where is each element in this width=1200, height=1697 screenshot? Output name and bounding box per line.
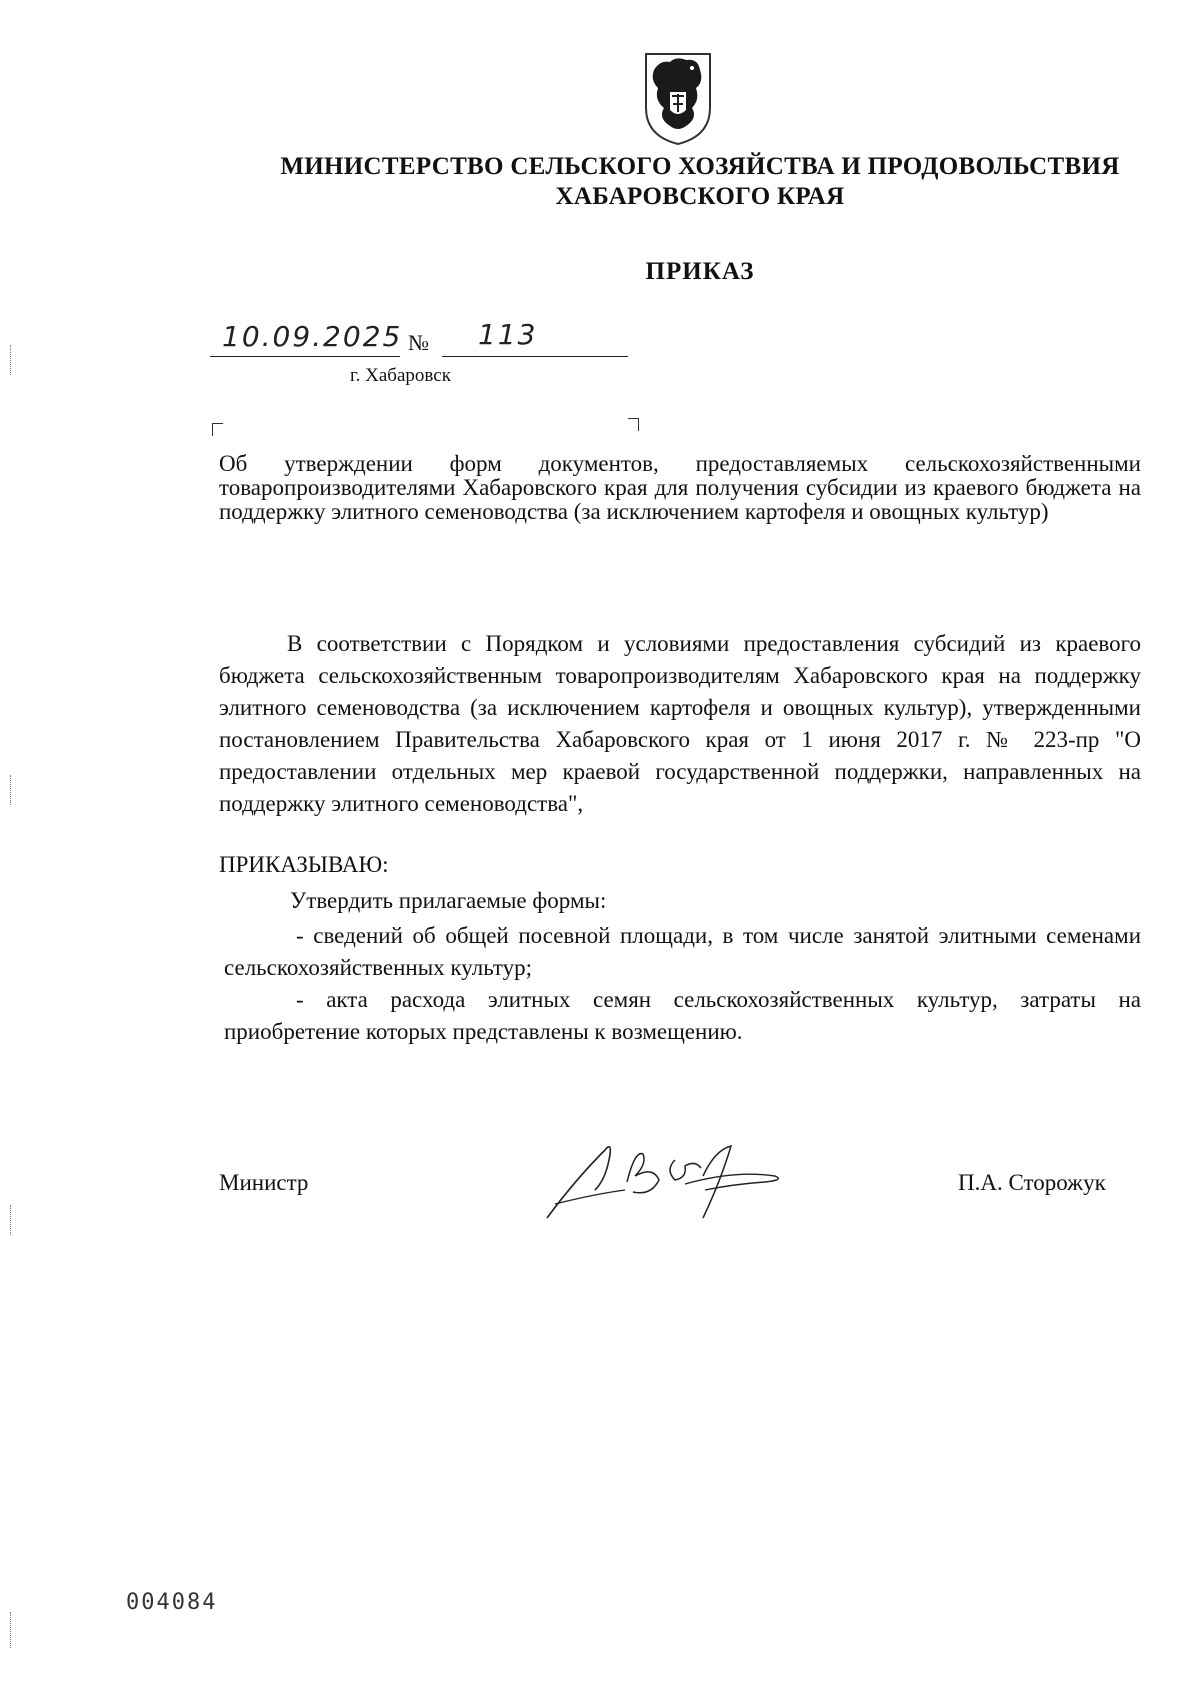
approved-form-item-1: - сведений об общей посевной площади, в том числе занятой элитными семенами сельскохозяйственных культур;: [224, 923, 1141, 980]
ministry-name-line2: ХАБАРОВСКОГО КРАЯ: [555, 183, 845, 210]
bracket-right: [628, 418, 639, 431]
registry-number: 004084: [126, 1590, 218, 1615]
approved-form-item-2: - акта расхода элитных семян сельскохозяйственных культур, затраты на приобретение которых представлены к возмещению.: [224, 987, 1141, 1044]
order-number: 113: [478, 318, 538, 351]
order-preamble: [219, 628, 1141, 820]
coat-of-arms-icon: [640, 48, 716, 148]
scan-mark: [10, 1205, 21, 1235]
date-underline: [210, 356, 400, 357]
number-sign: №: [408, 330, 429, 355]
scan-mark: [10, 775, 21, 805]
ministry-name: [200, 152, 1200, 212]
handwritten-signature: [535, 1120, 815, 1230]
ministry-name-line1: МИНИСТЕРСТВО СЕЛЬСКОГО ХОЗЯЙСТВА И ПРОДОВОЛЬСТВИЯ: [280, 153, 1120, 180]
number-underline: [442, 356, 628, 357]
directive: ПРИКАЗЫВАЮ:: [219, 852, 389, 877]
order-date: 10.09.2025: [222, 320, 403, 353]
order-subject: Об утверждении форм документов, предоставляемых сельскохозяйственными товаропроизводителями Хабаровского края для получения субсидии из краевого бюджета на поддержку элитного семеноводства (за исключением картофеля и овощных культур): [219, 451, 1141, 524]
preamble-text: В соответствии с Порядком и условиями предоставления субсидий из краевого бюджета сельскохозяйственным товаропроизводителям Хабаровского края на поддержку элитного семеноводства (за исключением картофеля и овощных культур), утвержденными постановлением Правительства Хабаровского края от 1 июня 2017 г. № 223-пр "О предоставлении отдельных мер краевой государственной поддержки, направленных на поддержку элитного семеноводства",: [219, 631, 1141, 816]
approve-statement: Утвердить прилагаемые формы:: [290, 888, 607, 913]
city: г. Хабаровск: [350, 365, 451, 386]
signatory-name: П.А. Сторожук: [958, 1170, 1106, 1195]
scan-mark: [10, 345, 21, 375]
order-title: ПРИКАЗ: [645, 258, 755, 285]
bracket-left: [212, 423, 223, 436]
order-date-number: [210, 318, 628, 362]
signatory-role: Министр: [219, 1170, 309, 1195]
scan-mark: [10, 1612, 21, 1648]
